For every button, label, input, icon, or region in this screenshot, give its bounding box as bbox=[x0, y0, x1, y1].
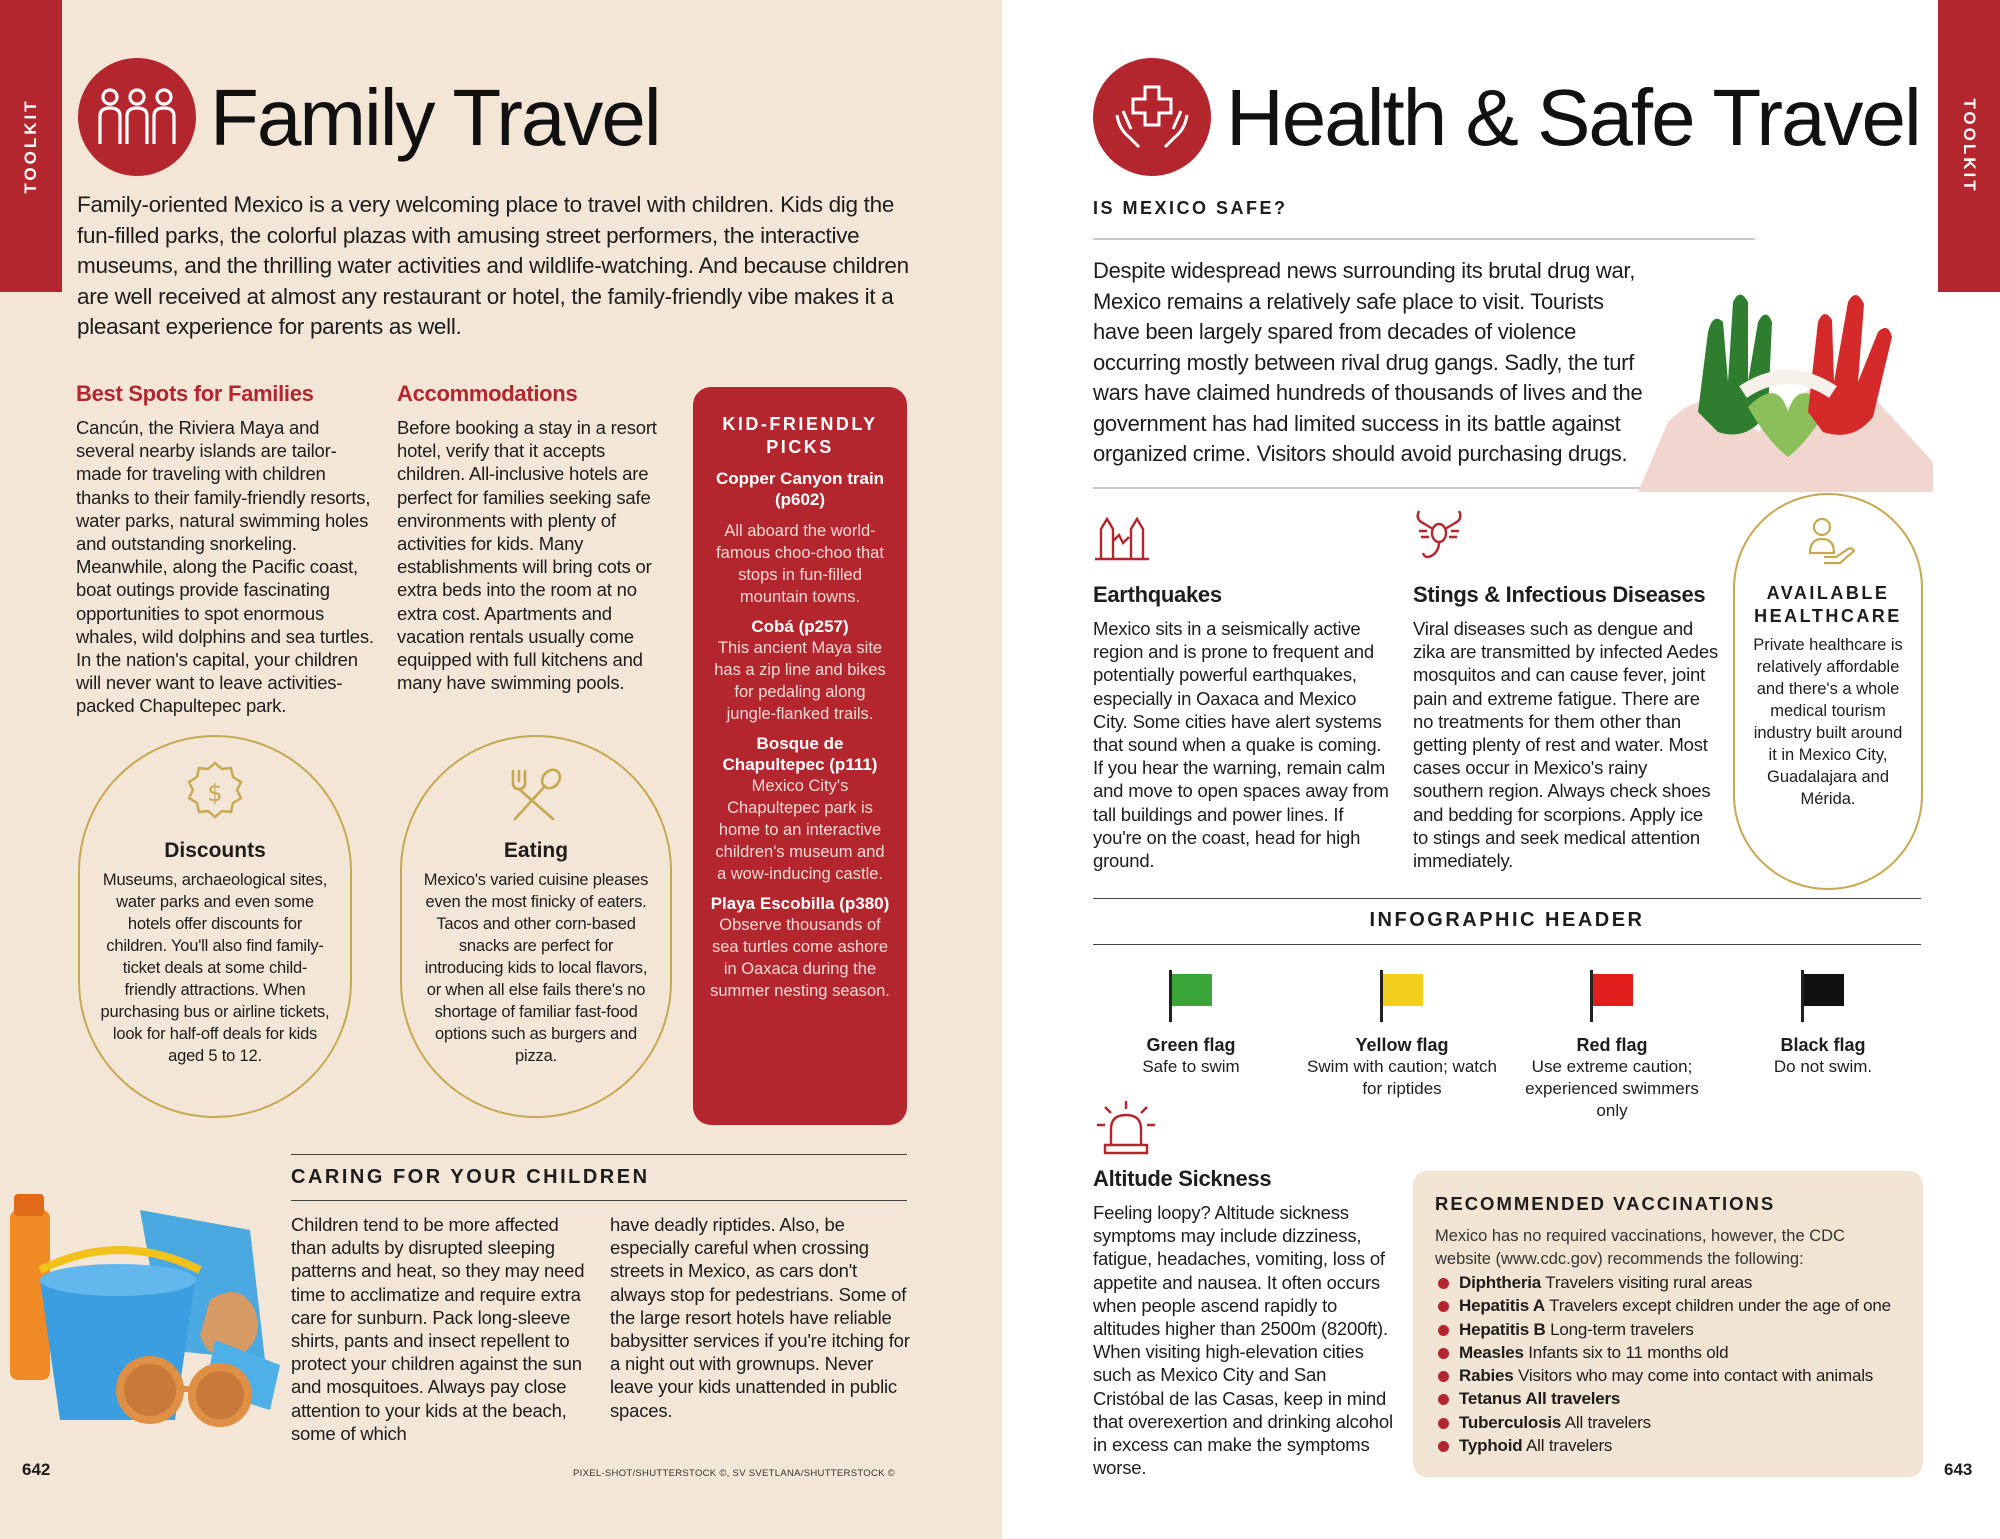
red-flag-icon bbox=[1588, 968, 1636, 1022]
flag-desc: Safe to swim bbox=[1142, 1057, 1240, 1076]
vaccination-item: Typhoid All travelers bbox=[1435, 1434, 1901, 1457]
vaccination-item: Tetanus All travelers bbox=[1435, 1387, 1901, 1410]
vaccinations-box bbox=[1413, 1171, 1923, 1477]
siren-icon bbox=[1093, 1097, 1159, 1162]
vaccination-item: Measles Infants six to 11 months old bbox=[1435, 1341, 1901, 1364]
accommodations-text: Before booking a stay in a resort hotel, verify that it accepts children. All-inclusive hotels are perfect for families seeking safe environments with plenty of activities for kids. Many establishments will bring cots or extra beds into the room at no extra cost. Apartments and vacation rentals usually come equipped with full kitchens and many have swimming pools. bbox=[397, 417, 657, 694]
vaccinations-list bbox=[1435, 1271, 1901, 1457]
page-number-left: 642 bbox=[22, 1460, 51, 1479]
flag-name: Yellow flag bbox=[1355, 1035, 1449, 1055]
infographic-heading: INFOGRAPHIC HEADER bbox=[1369, 909, 1645, 931]
kid-pick-item bbox=[709, 616, 891, 725]
vaccination-item: Diphtheria Travelers visiting rural areas bbox=[1435, 1271, 1901, 1294]
stings-heading: Stings & Infectious Diseases bbox=[1413, 582, 1706, 607]
green-flag-icon bbox=[1167, 968, 1215, 1022]
kid-pick-title: Copper Canyon train (p602) bbox=[715, 469, 885, 509]
best-spots-text: Cancún, the Riviera Maya and several nearby islands are tailor-made for traveling with children thanks to their family-friendly resorts, water parks, natural swimming holes and outstanding snorkeling. Meanwhile, along the Pacific coast, boat outings provide fascinating opportunities to spot enormous whales, wild dolphins and sea turtles. In the nation's capital, your children will never want to leave activities-packed Chapultepec park. bbox=[76, 417, 374, 717]
is-mexico-safe-text: Despite widespread news surrounding its brutal drug war, Mexico remains a relatively safe place to visit. Tourists have been largely spared from decades of violence occurring mostly between rival drug gangs. Sadly, the turf wars have claimed hundreds of thousands of lives and the government has had limited success in its battle against organized crime. Visitors should avoid purchasing drugs. bbox=[1093, 258, 1643, 466]
photo-credit: PIXEL-SHOT/SHUTTERSTOCK ©, SV SVETLANA/SHUTTERSTOCK © bbox=[573, 1468, 895, 1479]
infographic-bottom-rule bbox=[1093, 944, 1921, 945]
page-title: Family Travel bbox=[210, 73, 660, 162]
flag-name: Red flag bbox=[1576, 1035, 1648, 1055]
vaccination-item: Rabies Visitors who may come into contact with animals bbox=[1435, 1364, 1901, 1387]
flag-name: Black flag bbox=[1780, 1035, 1866, 1055]
kid-friendly-picks-box bbox=[693, 387, 907, 1125]
best-spots-heading: Best Spots for Families bbox=[76, 381, 314, 406]
green-flag-item bbox=[1091, 968, 1291, 1078]
altitude-heading: Altitude Sickness bbox=[1093, 1166, 1272, 1191]
kid-pick-title: Bosque de Chapultepec (p111) bbox=[722, 734, 878, 774]
caring-top-rule bbox=[291, 1154, 907, 1155]
kid-pick-title: Cobá (p257) bbox=[751, 617, 849, 636]
fork-spoon-icon bbox=[420, 767, 652, 829]
stings-text: Viral diseases such as dengue and zika are transmitted by infected Aedes mosquitos and can cause fever, joint pain and extreme fatigue. There are no treatments for them other than getting plenty of rest and water. Most cases occur in Mexico's rainy southern region. Always check shoes and bedding for scorpions. Apply ice to stings and seek medical attention immediately. bbox=[1413, 618, 1719, 872]
flag-hands-heart-photo bbox=[1638, 282, 1933, 492]
beach-toys-photo bbox=[0, 1190, 285, 1430]
vaccination-item: Tuberculosis All travelers bbox=[1435, 1411, 1901, 1434]
altitude-text: Feeling loopy? Altitude sickness symptoms may include dizziness, fatigue, headaches, vomiting, loss of appetite and nausea. It often occurs when people ascend rapidly to altitudes higher than 2500m (8200ft). When visiting high-elevation cities such as Mexico City and San Cristóbal de las Casas, keep in mind that overexertion and drinking alcohol in excess can make the symptoms worse. bbox=[1093, 1202, 1393, 1479]
kid-pick-item bbox=[709, 893, 891, 1002]
safe-bottom-rule bbox=[1093, 487, 1641, 489]
eating-text: Mexico's varied cuisine pleases even the most finicky of eaters. Tacos and other corn-based snacks are perfect for introducing kids to local flavors, or when all else fails there's no shortage of familiar fast-food options such as burgers and pizza. bbox=[423, 871, 649, 1065]
medical-hands-icon bbox=[1093, 58, 1211, 176]
vaccination-item: Hepatitis B Long-term travelers bbox=[1435, 1318, 1901, 1341]
yellow-flag-item bbox=[1302, 968, 1502, 1100]
caregiver-icon bbox=[1749, 515, 1907, 574]
intro-paragraph: Family-oriented Mexico is a very welcoming place to travel with children. Kids dig the fun-filled parks, the colorful plazas with amusing street performers, the interactive museums, and the thrilling water activities and wildlife-watching. And because children are well received at almost any restaurant or hotel, the family-friendly vibe makes it a pleasant experience for parents as well. bbox=[77, 192, 909, 339]
kid-pick-desc: Observe thousands of sea turtles come ashore in Oaxaca during the summer nesting season. bbox=[710, 916, 890, 1000]
kid-pick-desc: This ancient Maya site has a zip line and bikes for pedaling along jungle-flanked trails. bbox=[714, 639, 886, 723]
caring-text-col2: have deadly riptides. Also, be especially careful when crossing streets in Mexico, as cars don't always stop for pedestrians. Some of the large resort hotels have reliable babysitter services if you're itching for a night out with grownups. Never leave your kids unattended in public spaces. bbox=[610, 1214, 910, 1421]
vaccination-item: Hepatitis A Travelers except children under the age of one bbox=[1435, 1294, 1901, 1317]
scorpion-icon bbox=[1413, 505, 1465, 568]
healthcare-heading: AVAILABLE HEALTHCARE bbox=[1754, 583, 1902, 626]
discounts-oval bbox=[78, 735, 352, 1118]
kid-picks-heading: KID-FRIENDLY PICKS bbox=[722, 414, 878, 457]
yellow-flag-icon bbox=[1378, 968, 1426, 1022]
is-mexico-safe-heading: IS MEXICO SAFE? bbox=[1093, 198, 1288, 218]
page-title: Health & Safe Travel bbox=[1226, 73, 1920, 162]
accommodations-heading: Accommodations bbox=[397, 381, 578, 406]
flag-desc: Swim with caution; watch for riptides bbox=[1307, 1057, 1497, 1098]
kid-pick-item bbox=[709, 733, 891, 885]
flag-desc: Do not swim. bbox=[1773, 1057, 1873, 1076]
kid-pick-item bbox=[709, 468, 891, 608]
kid-pick-title: Playa Escobilla (p380) bbox=[710, 894, 890, 913]
healthcare-text: Private healthcare is relatively affordable and there's a whole medical tourism industry built around it in Mexico City, Guadalajara and Mérida. bbox=[1753, 636, 1903, 808]
vaccinations-intro: Mexico has no required vaccinations, however, the CDC website (www.cdc.gov) recommends the following: bbox=[1435, 1227, 1845, 1268]
infographic-top-rule bbox=[1093, 898, 1921, 899]
family-icon bbox=[78, 58, 196, 176]
safe-top-rule bbox=[1093, 238, 1755, 240]
dollar-badge-icon bbox=[98, 759, 332, 829]
flag-name: Green flag bbox=[1146, 1035, 1236, 1055]
earthquake-icon bbox=[1093, 507, 1151, 566]
page-number-right: 643 bbox=[1944, 1460, 1973, 1479]
kid-pick-desc: All aboard the world-famous choo-choo that stops in fun-filled mountain towns. bbox=[716, 522, 884, 606]
svg-text:$: $ bbox=[207, 779, 223, 807]
black-flag-icon bbox=[1799, 968, 1847, 1022]
discounts-text: Museums, archaeological sites, water parks and even some hotels offer discounts for children. You'll also find family-ticket deals at some child-friendly attractions. When purchasing bus or airline tickets, look for half-off deals for kids aged 5 to 12. bbox=[100, 871, 330, 1065]
available-healthcare-oval bbox=[1733, 493, 1923, 890]
eating-heading: Eating bbox=[503, 839, 569, 862]
flag-desc: Use extreme caution; experienced swimmers only bbox=[1525, 1057, 1699, 1120]
discounts-heading: Discounts bbox=[164, 839, 266, 862]
red-flag-item bbox=[1512, 968, 1712, 1122]
earthquakes-heading: Earthquakes bbox=[1093, 582, 1222, 607]
vaccinations-heading: RECOMMENDED VACCINATIONS bbox=[1435, 1193, 1776, 1214]
earthquakes-text: Mexico sits in a seismically active region and is prone to frequent and potentially powerful earthquakes, especially in Oaxaca and Mexico City. Some cities have alert systems that sound when a quake is coming. If you hear the warning, remain calm and move to open spaces away from tall buildings and power lines. If you're on the coast, head for high ground. bbox=[1093, 618, 1389, 872]
right-page bbox=[1002, 0, 2000, 1539]
toolkit-side-tab-right: TOOLKIT bbox=[1938, 0, 2000, 292]
caring-heading: CARING FOR YOUR CHILDREN bbox=[291, 1166, 650, 1188]
black-flag-item bbox=[1723, 968, 1923, 1078]
toolkit-side-tab-left: TOOLKIT bbox=[0, 0, 62, 292]
caring-bottom-rule bbox=[291, 1200, 907, 1201]
eating-oval bbox=[400, 735, 672, 1118]
kid-pick-desc: Mexico City's Chapultepec park is home to an interactive children's museum and a wow-inducing castle. bbox=[715, 777, 885, 883]
caring-text-col1: Children tend to be more affected than adults by disrupted sleeping patterns and heat, so they may need time to acclimatize and require extra care for sunburn. Pack long-sleeve shirts, pants and insect repellent to protect your children against the sun and mosquitoes. Always pay close attention to your kids at the beach, some of which bbox=[291, 1214, 585, 1444]
